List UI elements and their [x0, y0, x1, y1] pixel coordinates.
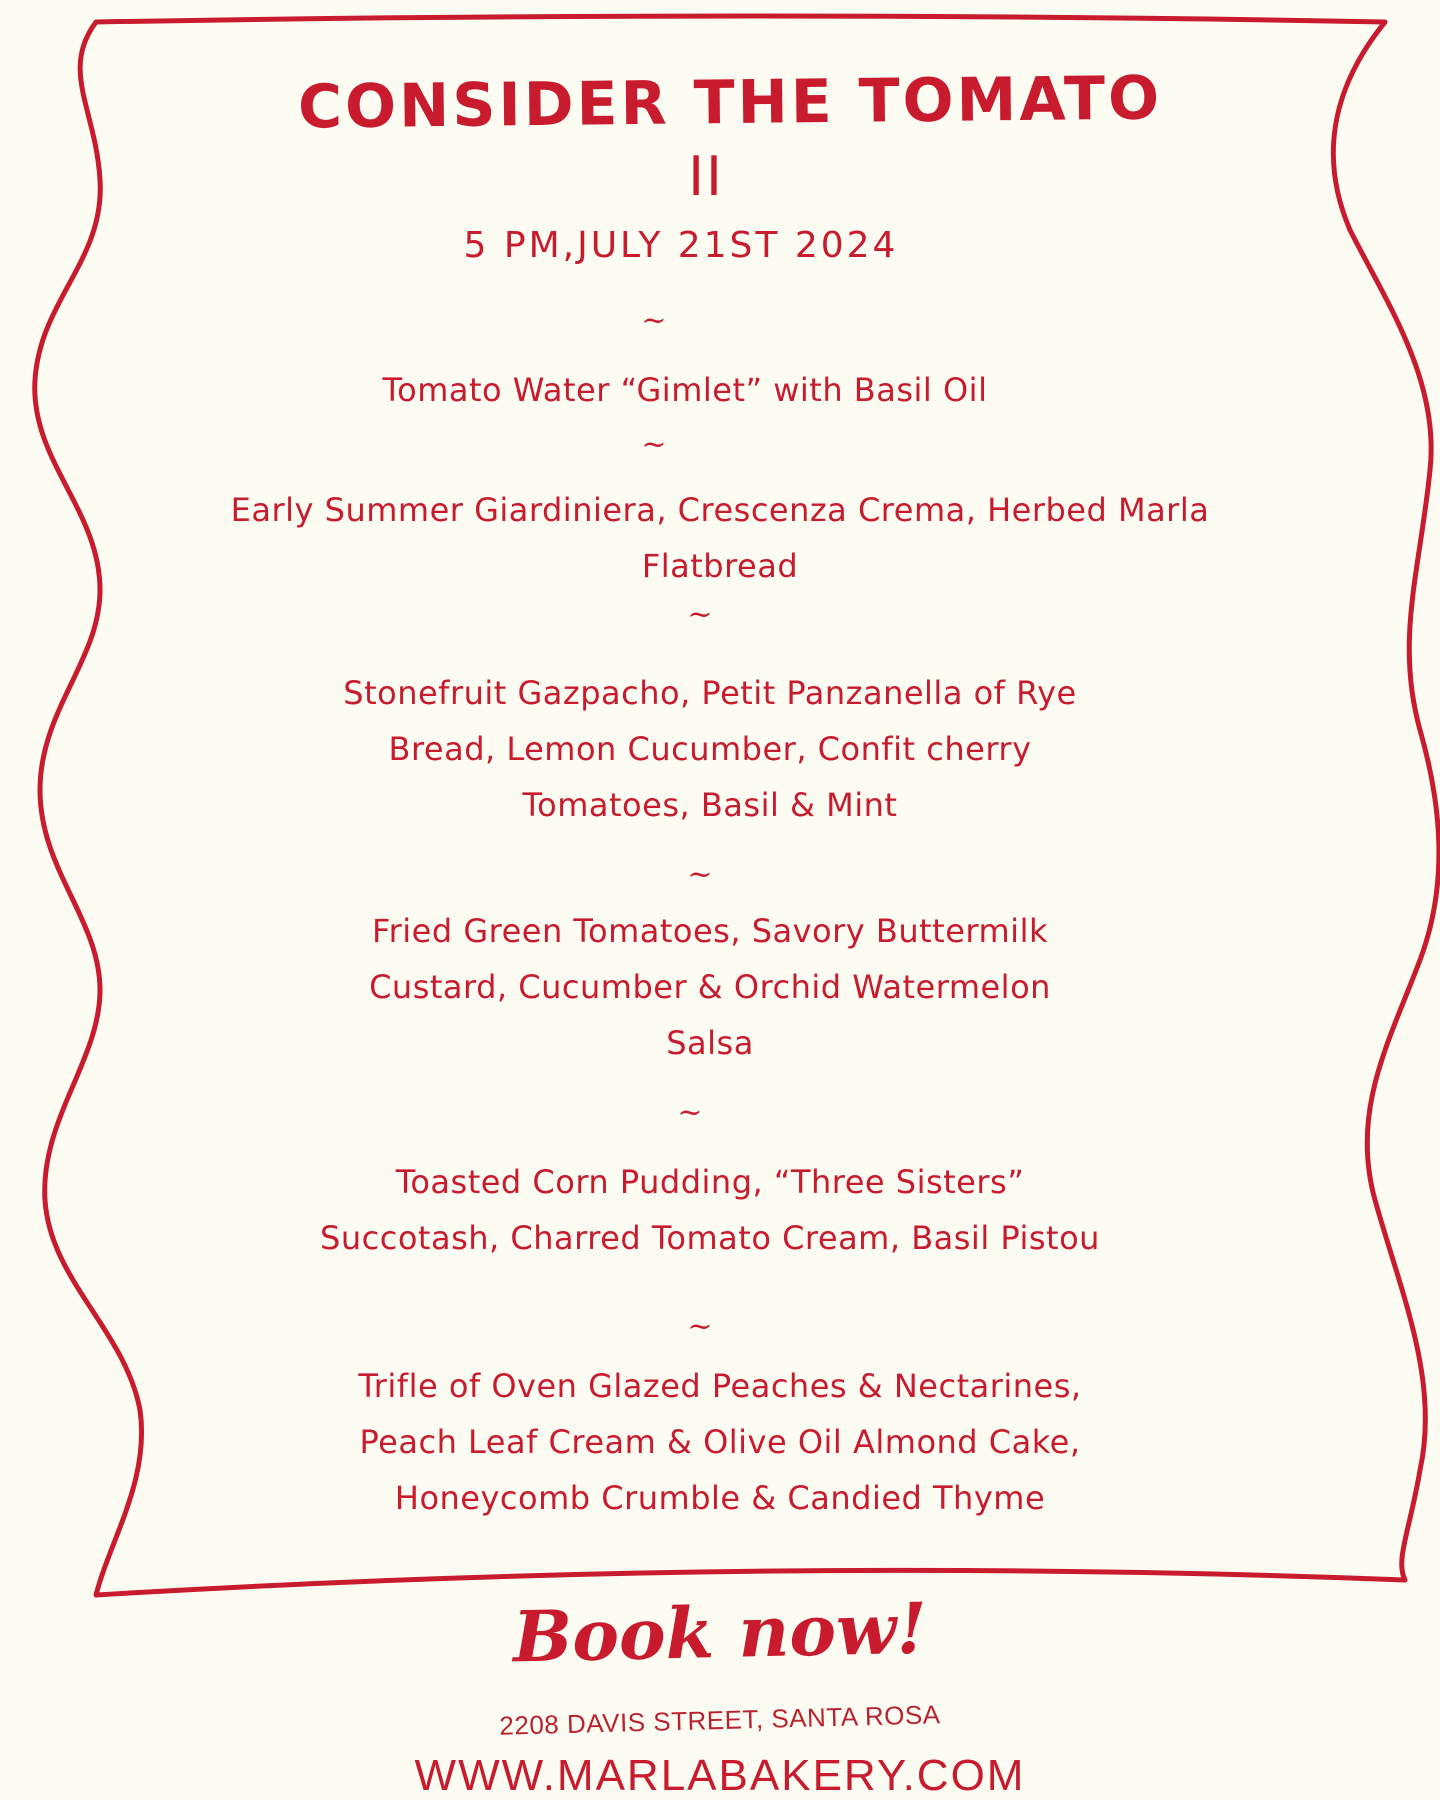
course-separator-icon: ~	[677, 1095, 703, 1130]
venue-address: 2208 DAVIS STREET, SANTA ROSA	[499, 1699, 941, 1741]
book-now-heading: Book now!	[512, 1586, 928, 1679]
course-6	[170, 1358, 1270, 1526]
course-2	[170, 482, 1270, 594]
course-separator-icon: ~	[687, 857, 713, 892]
course-line: Peach Leaf Cream & Olive Oil Almond Cake,	[359, 1423, 1081, 1461]
course-line: Fried Green Tomatoes, Savory Buttermilk	[372, 912, 1048, 950]
course-separator-icon: ~	[687, 1309, 713, 1344]
course-1	[135, 362, 1235, 418]
website-link[interactable]: WWW.MARLABAKERY.COM	[414, 1751, 1026, 1800]
course-line: Trifle of Oven Glazed Peaches & Nectarines,	[358, 1367, 1082, 1405]
course-line: Flatbread	[641, 547, 799, 585]
course-line: Custard, Cucumber & Orchid Watermelon	[369, 968, 1051, 1006]
course-line: Honeycomb Crumble & Candied Thyme	[394, 1479, 1046, 1517]
course-line: Bread, Lemon Cucumber, Confit cherry	[388, 730, 1032, 768]
menu-title: CONSIDER THE TOMATO	[297, 63, 1163, 143]
course-line: Salsa	[666, 1024, 754, 1062]
course-line: Tomatoes, Basil & Mint	[522, 786, 898, 824]
menu-title-edition: II	[688, 145, 724, 208]
course-4	[160, 903, 1260, 1071]
course-separator-icon: ~	[641, 303, 667, 338]
course-line: Early Summer Giardiniera, Crescenza Crema, Herbed Marla	[230, 491, 1210, 529]
course-line: Tomato Water “Gimlet” with Basil Oil	[382, 371, 988, 409]
course-3	[160, 665, 1260, 833]
course-separator-icon: ~	[687, 597, 713, 632]
course-separator-icon: ~	[641, 427, 667, 462]
course-5	[160, 1154, 1260, 1266]
course-line: Succotash, Charred Tomato Cream, Basil Pistou	[320, 1219, 1100, 1257]
course-line: Toasted Corn Pudding, “Three Sisters”	[395, 1163, 1025, 1201]
event-date: 5 PM,JULY 21ST 2024	[463, 225, 899, 266]
course-line: Stonefruit Gazpacho, Petit Panzanella of Rye	[343, 674, 1077, 712]
